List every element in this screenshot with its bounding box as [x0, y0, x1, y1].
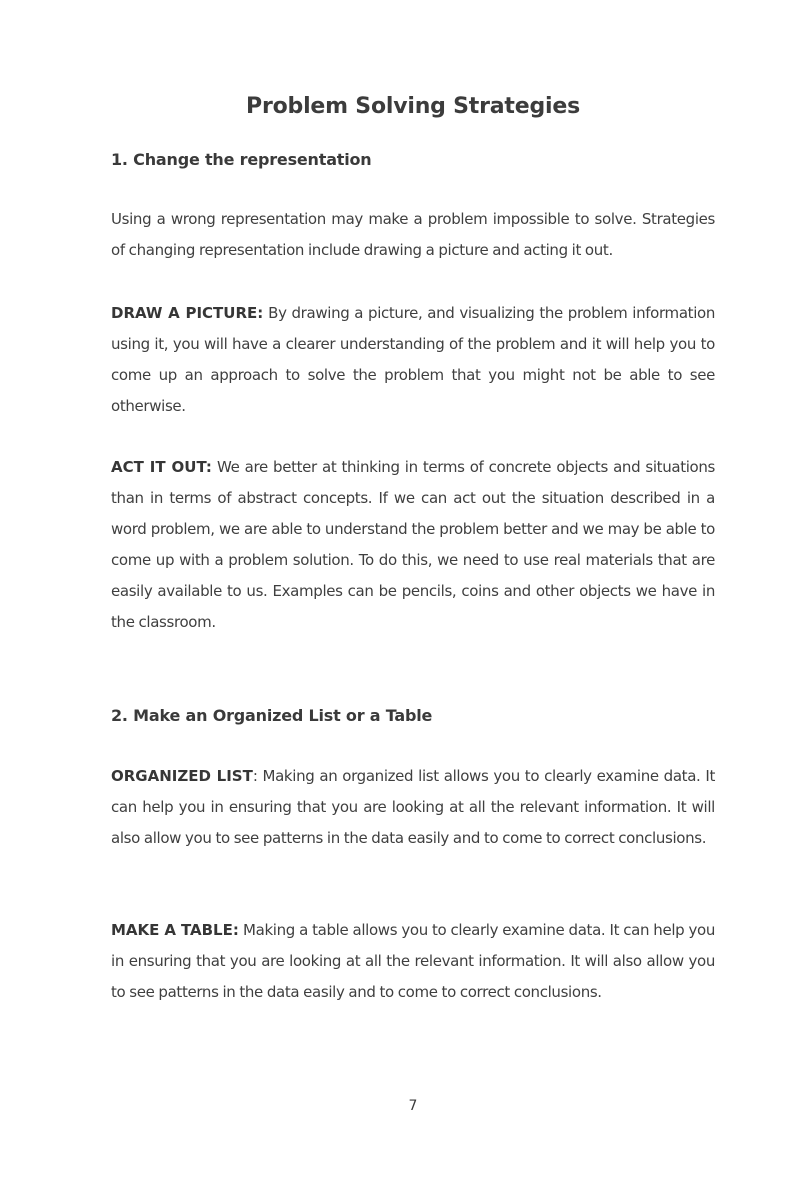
paragraph-organized-list-text: : Making an organized list allows you to clearly examine data. It can help you in ensuring that you are looking at all the relevant information. It will also allow you to see patterns in the data easily and to come to correct conclusions. — [111, 767, 716, 847]
term-make-a-table: MAKE A TABLE: — [111, 921, 239, 939]
paragraph-act-it-out-text: We are better at thinking in terms of concrete objects and situations than in terms of abstract concepts. If we can act out the situation described in a word problem, we are able to understand the problem better and we may be able to come up with a problem solution. To do this, we need to use real materials that are easily available to us. Examples can be pencils, coins and other objects we have in the classroom. — [111, 458, 715, 631]
page-number: 7 — [408, 1098, 418, 1114]
term-draw-a-picture: DRAW A PICTURE: — [111, 304, 264, 322]
page-title: Problem Solving Strategies — [246, 94, 580, 119]
paragraph-make-a-table-text: Making a table allows you to clearly examine data. It can help you in ensuring that you are looking at all the relevant information. It will also allow you to see patterns in the data easily and to come to correct conclusions. — [111, 921, 716, 1001]
section-heading-change-representation: 1. Change the representation — [111, 150, 372, 169]
paragraph-organized-list — [111, 761, 715, 854]
term-act-it-out: ACT IT OUT: — [111, 458, 212, 476]
section-heading-organized-list-table: 2. Make an Organized List or a Table — [111, 706, 433, 725]
term-organized-list: ORGANIZED LIST — [111, 767, 253, 785]
paragraph-intro: Using a wrong representation may make a problem impossible to solve. Strategies of changing representation include drawing a picture and acting it out. — [111, 210, 715, 259]
paragraph-draw-a-picture — [111, 298, 715, 422]
paragraph-make-a-table — [111, 915, 715, 1008]
paragraph-act-it-out — [111, 452, 715, 638]
paragraph-draw-a-picture-text: By drawing a picture, and visualizing the problem information using it, you will have a clearer understanding of the problem and it will help you to come up an approach to solve the problem that you might not be able to see otherwise. — [111, 304, 715, 415]
